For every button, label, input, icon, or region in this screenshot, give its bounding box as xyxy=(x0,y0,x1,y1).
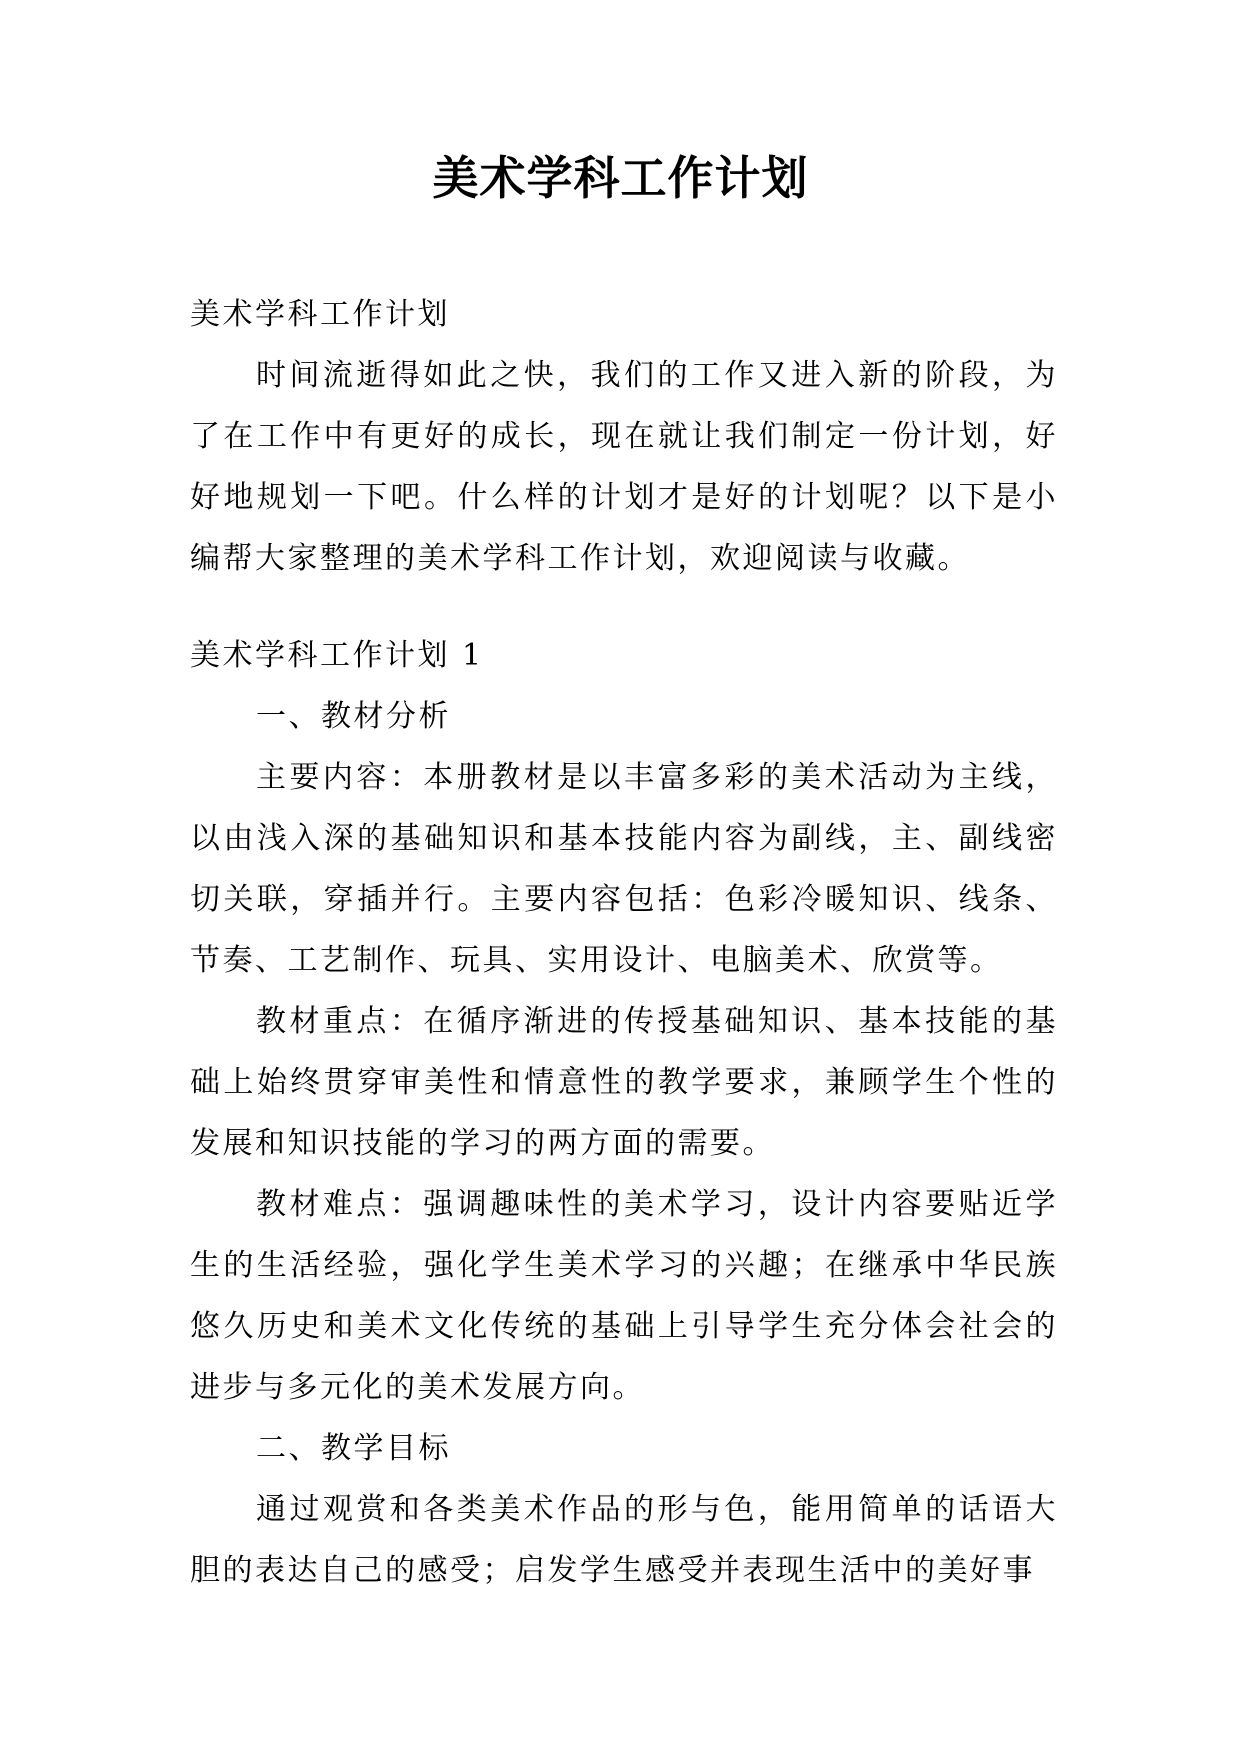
heading-material-analysis: 一、教材分析 xyxy=(256,699,451,734)
intro-paragraph: 时间流逝得如此之快，我们的工作又进入新的阶段，为了在工作中有更好的成长，现在就让我们制定一份计划，好好地规划一下吧。什么样的计划才是好的计划呢？以下是小编帮大家整理的美术学科工作计划，欢迎阅读与收藏。 xyxy=(190,358,1058,576)
paragraph-goals: 通过观赏和各类美术作品的形与色，能用简单的话语大胆的表达自己的感受；启发学生感受并表现生活中的美好事 xyxy=(190,1492,1058,1588)
heading-teaching-goals: 二、教学目标 xyxy=(256,1431,451,1466)
paragraph-difficulties: 教材难点：强调趣味性的美术学习，设计内容要贴近学生的生活经验，强化学生美术学习的兴趣；在继承中华民族悠久历史和美术文化传统的基础上引导学生充分体会社会的进步与多元化的美术发展方向。 xyxy=(190,1187,1058,1405)
subtitle-paragraph: 美术学科工作计划 xyxy=(190,297,450,332)
spacer xyxy=(190,589,1058,625)
paragraph-main-content: 主要内容：本册教材是以丰富多彩的美术活动为主线，以由浅入深的基础知识和基本技能内容为副线，主、副线密切关联，穿插并行。主要内容包括：色彩冷暖知识、线条、节奏、工艺制作、玩具、实用设计、电脑美术、欣赏等。 xyxy=(190,760,1058,978)
section-heading-plan-1: 美术学科工作计划 1 xyxy=(190,638,484,673)
document-title: 美术学科工作计划 xyxy=(432,151,809,205)
paragraph-key-points: 教材重点：在循序渐进的传授基础知识、基本技能的基础上始终贯穿审美性和情意性的教学要求，兼顾学生个性的发展和知识技能的学习的两方面的需要。 xyxy=(190,1004,1058,1161)
document-body xyxy=(190,284,1058,1601)
